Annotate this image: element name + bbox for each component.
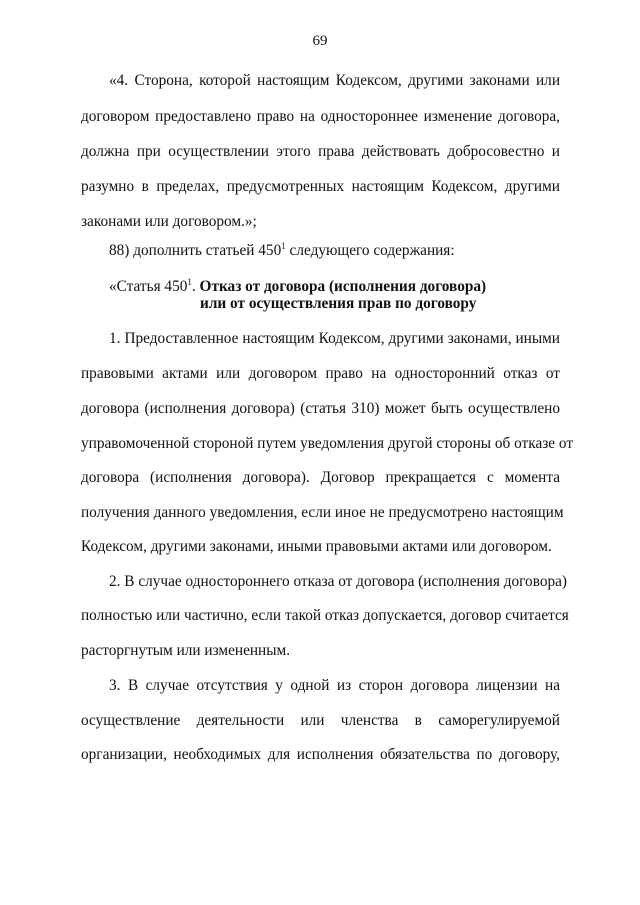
- article-heading: «Статья $450^1$. Отказ от договора (исполнения договора): [109, 277, 487, 295]
- para-1-line: Кодексом, другими законами, иными правовыми актами или договором.: [81, 538, 552, 555]
- para-1-line: получения данного уведомления, если иное не предусмотрено настоящим: [81, 504, 564, 521]
- para-1-line: договора (исполнения договора) (статья 310) может быть осуществлено: [81, 400, 560, 417]
- superscript: 1: [281, 241, 286, 251]
- item-88: 88) дополнить статьей $450^1$ следующего содержания:: [109, 241, 455, 259]
- para-1-line: договора (исполнения договора). Договор прекращается с момента: [81, 469, 560, 486]
- para-4-line: должна при осуществлении этого права действовать добросовестно и: [81, 143, 560, 160]
- para-1-line: управомоченной стороной путем уведомления другой стороны об отказе от: [81, 435, 574, 452]
- para-2-line: 2. В случае одностороннего отказа от договора (исполнения договора): [109, 573, 567, 590]
- para-2-line: полностью или частично, если такой отказ допускается, договор считается: [81, 607, 569, 624]
- superscript: 1: [187, 277, 192, 287]
- para-4-line: договором предоставлено право на одностороннее изменение договора,: [81, 108, 560, 125]
- page-number: 69: [312, 33, 328, 49]
- article-title: Отказ от договора (исполнения договора): [199, 278, 487, 295]
- para-4-line: законами или договором.»;: [81, 213, 257, 230]
- para-3-line: 3. В случае отсутствия у одной из сторон договора лицензии на: [109, 677, 560, 694]
- para-1-line: правовыми актами или договором право на односторонний отказ от: [81, 365, 560, 382]
- article-title-line-2: или от осуществления прав по договору: [200, 295, 477, 312]
- para-1-line: 1. Предоставленное настоящим Кодексом, другими законами, иными: [109, 330, 560, 347]
- para-3-line: организации, необходимых для исполнения обязательства по договору,: [81, 746, 560, 763]
- para-4-line: разумно в пределах, предусмотренных настоящим Кодексом, другими: [81, 178, 560, 195]
- para-3-line: осуществление деятельности или членства в саморегулируемой: [81, 712, 560, 729]
- para-2-line: расторгнутым или измененным.: [81, 642, 291, 659]
- para-4-line: «4. Сторона, которой настоящим Кодексом, другими законами или: [109, 72, 560, 89]
